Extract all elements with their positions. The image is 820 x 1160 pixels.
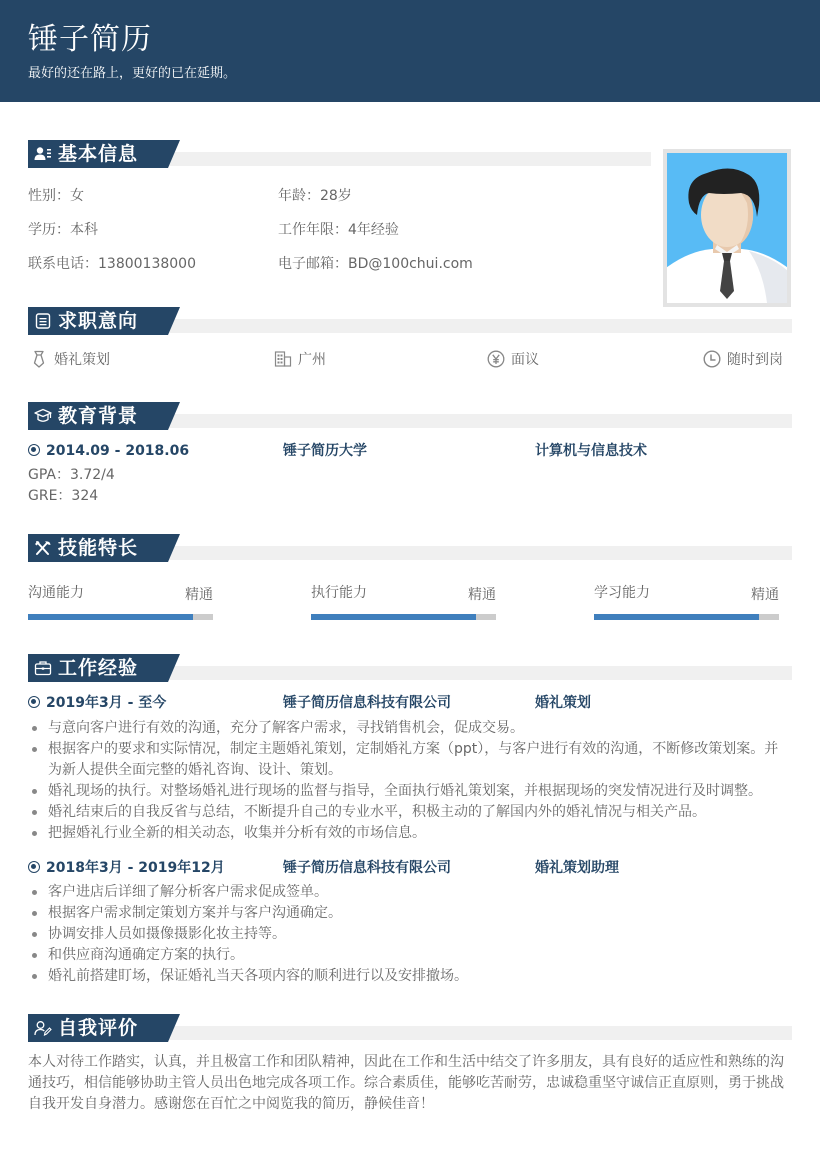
job-title: 婚礼策划	[535, 695, 591, 711]
gender-field: 性别：女	[28, 188, 84, 204]
section-tab	[28, 140, 168, 168]
section-title: 自我评价	[58, 1017, 139, 1039]
list-item: 根据客户的要求和实际情况，制定主题婚礼策划，定制婚礼方案（ppt），与客户进行有效的沟通，不断修改策划案。并为新人提供全面完整的婚礼咨询、设计、策划。	[28, 739, 792, 781]
education-school: 锤子简历大学	[283, 443, 367, 459]
skill-level: 精通	[751, 587, 779, 603]
resume-header	[0, 0, 820, 102]
list-item: 和供应商沟通确定方案的执行。	[28, 945, 792, 966]
list-item: 根据客户需求制定策划方案并与客户沟通确定。	[28, 903, 792, 924]
job-company: 锤子简历信息科技有限公司	[283, 860, 451, 876]
education-period	[28, 441, 189, 461]
tools-icon	[34, 540, 52, 556]
skill-name: 执行能力	[311, 585, 367, 601]
email-field: 电子邮箱：BD@100chui.com	[278, 256, 473, 272]
section-tab	[28, 534, 168, 562]
intent-availability-text: 随时到岗	[727, 352, 783, 368]
avatar-photo-frame	[663, 149, 791, 307]
section-self-evaluation	[28, 1014, 792, 1044]
section-education	[28, 402, 792, 432]
section-tab	[28, 402, 168, 430]
job-period-text: 2019年3月 - 至今	[46, 695, 167, 711]
resume-motto: 最好的还在路上，更好的已在延期。	[28, 66, 237, 81]
work-years-field: 工作年限：4年经验	[278, 222, 399, 238]
section-title: 求职意向	[58, 310, 139, 332]
timeline-dot-icon	[28, 696, 40, 708]
section-job-intent	[28, 307, 792, 337]
age-field: 年龄：28岁	[278, 188, 352, 204]
list-item: 婚礼现场的执行。对整场婚礼进行现场的监督与指导，全面执行婚礼策划案，并根据现场的突发情况进行及时调整。	[28, 781, 792, 802]
list-item: 与意向客户进行有效的沟通，充分了解客户需求，寻找销售机会，促成交易。	[28, 718, 792, 739]
self-evaluation-text: 本人对待工作踏实，认真，并且极富工作和团队精神，因此在工作和生活中结交了许多朋友，具有良好的适应性和熟练的沟通技巧，相信能够协助主管人员出色地完成各项工作。综合素质佳，能够吃苦耐劳，忠诚稳重坚守诚信正直原则，勇于挑战自我开发自身潜力。感谢您在百忙之中阅览我的简历，静候佳音！	[28, 1054, 784, 1112]
section-tab	[28, 307, 168, 335]
job-duties-list	[28, 882, 792, 987]
intent-salary-text: 面议	[511, 352, 539, 368]
section-basic-info	[28, 140, 651, 170]
section-title: 工作经验	[58, 657, 139, 679]
yen-icon	[487, 350, 505, 368]
section-skills	[28, 534, 792, 564]
clock-icon	[703, 350, 721, 368]
education-major: 计算机与信息技术	[535, 443, 647, 459]
education-field: 学历：本科	[28, 222, 98, 238]
skill-level: 精通	[185, 587, 213, 603]
timeline-dot-icon	[28, 861, 40, 873]
list-item: 婚礼前搭建盯场，保证婚礼当天各项内容的顺利进行以及安排撤场。	[28, 966, 792, 987]
intent-city	[274, 350, 326, 370]
job-company: 锤子简历信息科技有限公司	[283, 695, 451, 711]
intent-city-text: 广州	[298, 352, 326, 368]
skill-level: 精通	[468, 587, 496, 603]
job-duties-list	[28, 718, 792, 844]
intent-availability	[703, 350, 783, 370]
job-title: 婚礼策划助理	[535, 860, 619, 876]
education-gpa: GPA：3.72/4	[28, 467, 115, 483]
list-item: 婚礼结束后的自我反省与总结，不断提升自己的专业水平，积极主动的了解国内外的婚礼情况与相关产品。	[28, 802, 792, 823]
tie-icon	[30, 350, 48, 368]
list-item: 协调安排人员如摄像摄影化妆主持等。	[28, 924, 792, 945]
person-edit-icon	[34, 1020, 52, 1036]
job-period	[28, 858, 225, 878]
list-item: 把握婚礼行业全新的相关动态，收集并分析有效的市场信息。	[28, 823, 792, 844]
section-tab	[28, 654, 168, 682]
users-icon	[34, 146, 52, 162]
section-title: 技能特长	[58, 537, 139, 559]
job-period-text: 2018年3月 - 2019年12月	[46, 860, 225, 876]
clipboard-icon	[34, 313, 52, 329]
phone-field: 联系电话：13800138000	[28, 256, 196, 272]
skill-progress-track	[311, 614, 496, 620]
section-title: 基本信息	[58, 143, 139, 165]
intent-position-text: 婚礼策划	[54, 352, 110, 368]
skill-progress-fill	[28, 614, 193, 620]
education-gre: GRE：324	[28, 488, 99, 504]
skill-name: 沟通能力	[28, 585, 84, 601]
timeline-dot-icon	[28, 444, 40, 456]
section-title: 教育背景	[58, 405, 139, 427]
avatar-illustration	[667, 153, 787, 303]
skill-progress-track	[28, 614, 213, 620]
resume-title: 锤子简历	[28, 22, 152, 57]
avatar-photo	[667, 153, 787, 303]
intent-salary	[487, 350, 539, 370]
building-icon	[274, 350, 292, 368]
graduation-cap-icon	[34, 408, 52, 424]
skill-name: 学习能力	[594, 585, 650, 601]
job-period	[28, 693, 166, 713]
skill-progress-fill	[594, 614, 759, 620]
intent-position	[30, 350, 110, 370]
section-tab	[28, 1014, 168, 1042]
skill-progress-track	[594, 614, 779, 620]
education-period-text: 2014.09 - 2018.06	[46, 443, 190, 459]
list-item: 客户进店后详细了解分析客户需求促成签单。	[28, 882, 792, 903]
skill-progress-fill	[311, 614, 476, 620]
section-work-experience	[28, 654, 792, 684]
briefcase-icon	[34, 660, 52, 676]
